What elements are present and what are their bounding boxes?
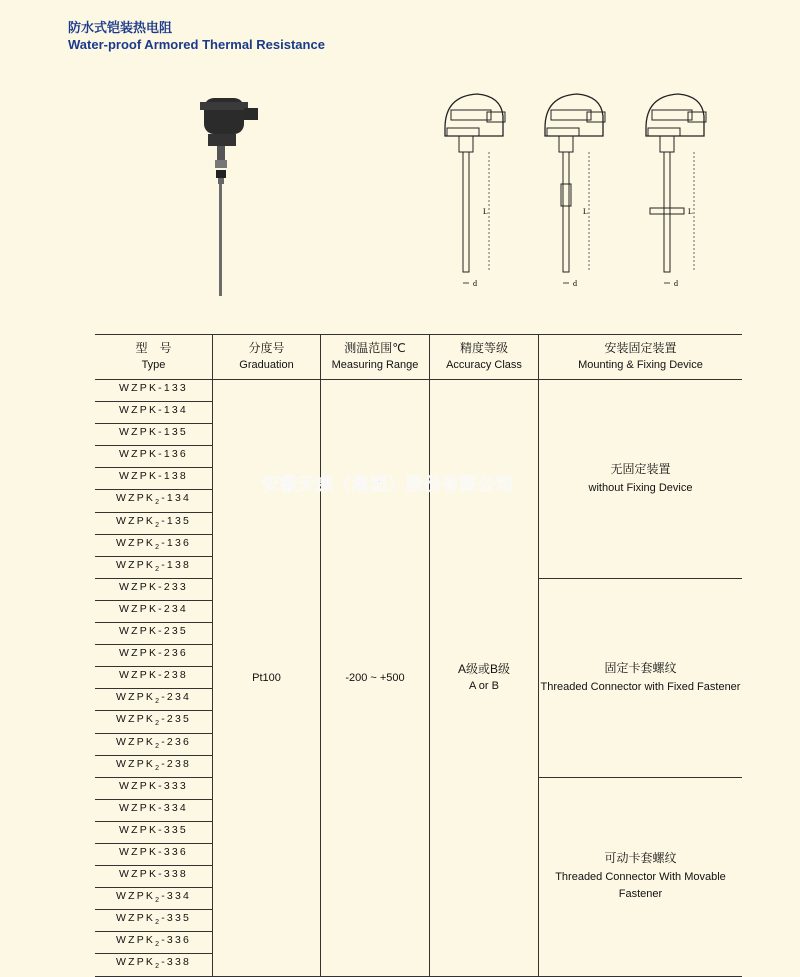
page-title-cn: 防水式铠装热电阻: [68, 20, 173, 35]
mounting-cell-1: 无固定装置 without Fixing Device: [539, 380, 743, 579]
type-cell: WZPK-333: [95, 777, 213, 799]
type-cell: $WZPK_2-235$: [95, 711, 213, 733]
type-cell: WZPK-233: [95, 578, 213, 600]
header-mounting: 安装固定装置 Mounting & Fixing Device: [539, 335, 743, 380]
graduation-cell: Pt100: [213, 380, 321, 977]
type-cell: $WZPK_2-138$: [95, 556, 213, 578]
type-cell: $WZPK_2-134$: [95, 490, 213, 512]
dimension-drawing-2: [537, 88, 627, 298]
type-cell: WZPK-336: [95, 843, 213, 865]
length-label: L: [583, 207, 588, 216]
type-cell: WZPK-236: [95, 645, 213, 667]
page-title-en: Water-proof Armored Thermal Resistance: [68, 37, 325, 52]
mounting-cell-3: 可动卡套螺纹 Threaded Connector With Movable Fastener: [539, 777, 743, 976]
dimension-drawing-3: [638, 88, 728, 298]
type-cell: WZPK-335: [95, 821, 213, 843]
type-cell: WZPK-238: [95, 667, 213, 689]
type-cell: $WZPK_2-135$: [95, 512, 213, 534]
length-label: L: [688, 207, 693, 216]
spec-table: [95, 334, 742, 977]
type-cell: WZPK-133: [95, 380, 213, 402]
type-cell: $WZPK_2-338$: [95, 954, 213, 976]
length-label: L: [483, 207, 488, 216]
type-cell: $WZPK_2-236$: [95, 733, 213, 755]
header-accuracy: 精度等级 Accuracy Class: [430, 335, 539, 380]
type-cell: WZPK-234: [95, 600, 213, 622]
type-cell: $WZPK_2-136$: [95, 534, 213, 556]
type-cell: WZPK-136: [95, 446, 213, 468]
type-cell: WZPK-135: [95, 424, 213, 446]
diameter-label: d: [573, 279, 577, 288]
table-header: [95, 335, 742, 380]
type-cell: $WZPK_2-238$: [95, 755, 213, 777]
diameter-label: d: [473, 279, 477, 288]
type-cell: WZPK-134: [95, 402, 213, 424]
type-cell: $WZPK_2-234$: [95, 689, 213, 711]
type-cell: WZPK-338: [95, 866, 213, 888]
type-cell: $WZPK_2-336$: [95, 932, 213, 954]
type-cell: $WZPK_2-334$: [95, 888, 213, 910]
watermark: 安徽天康（集团）股份有限公司: [262, 475, 514, 494]
dimension-drawing-1: [437, 88, 527, 298]
header-range: 测温范围℃ Measuring Range: [321, 335, 430, 380]
mounting-cell-2: 固定卡套螺纹 Threaded Connector with Fixed Fastener: [539, 578, 743, 777]
type-cell: WZPK-235: [95, 623, 213, 645]
header-graduation: 分度号 Graduation: [213, 335, 321, 380]
product-photo: [190, 88, 270, 300]
type-cell: WZPK-334: [95, 799, 213, 821]
accuracy-cell: A级或B级 A or B: [430, 380, 539, 977]
range-cell: -200 ~ +500: [321, 380, 430, 977]
header-type: 型 号 Type: [95, 335, 213, 380]
type-cell: WZPK-138: [95, 468, 213, 490]
diameter-label: d: [674, 279, 678, 288]
type-cell: $WZPK_2-335$: [95, 910, 213, 932]
table-row: [95, 380, 742, 402]
